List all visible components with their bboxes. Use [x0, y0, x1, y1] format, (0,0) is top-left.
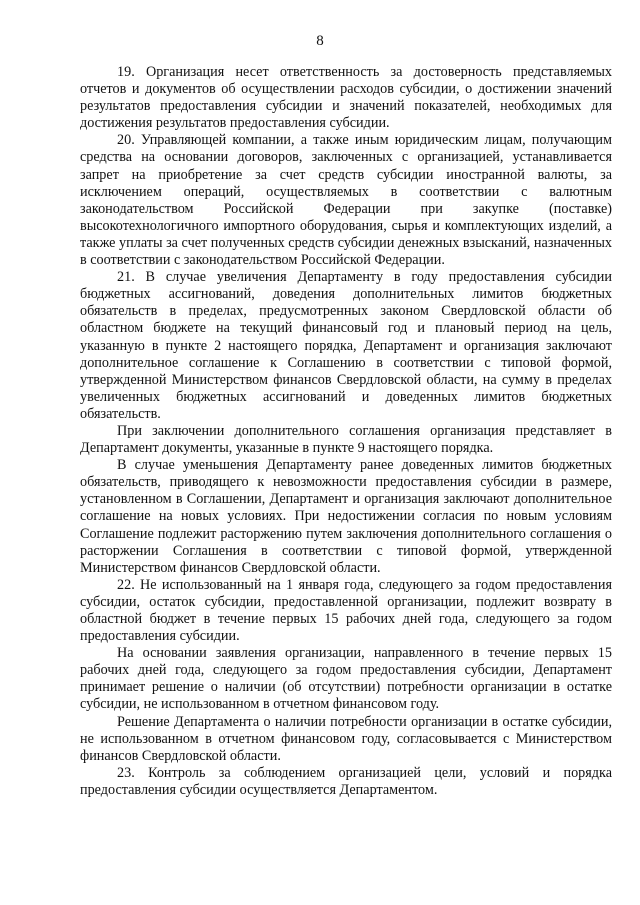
paragraph-22-application: На основании заявления организации, направленного в течение первых 15 рабочих дней года, следующего за годом предоставления субсидии, Департамент принимает решение о наличии (об отсутствии) потребности организации в остатке субсидии, не использованном в отчетном финансовом году. [80, 645, 612, 713]
paragraph-22-decision: Решение Департамента о наличии потребности организации в остатке субсидии, не использованном в отчетном финансовом году, согласовывается с Министерством финансов Свердловской области. [80, 713, 612, 764]
paragraph-23: 23. Контроль за соблюдением организацией цели, условий и порядка предоставления субсидии осуществляется Департаментом. [80, 764, 612, 798]
page-number: 8 [316, 33, 324, 49]
paragraph-20: 20. Управляющей компании, а также иным юридическим лицам, получающим средства на основании договоров, заключенных с организацией, устанавливается запрет на приобретение за счет средств субсидии иностранной валюты, за исключением операций, осуществляемых в соответствии с валютным законодательством Российской Федерации при закупке (поставке) высокотехнологичного импортного оборудования, сырья и комплектующих изделий, а также уплаты за счет полученных средств субсидии денежных взысканий, назначенных в соответствии с законодательством Российской Федерации. [80, 132, 612, 269]
paragraph-21: 21. В случае увеличения Департаменту в году предоставления субсидии бюджетных ассигнований, доведения дополнительных лимитов бюджетных обязательств в пределах, предусмотренных законом Свердловской области об областном бюджете на текущий финансовый год и плановый период на цель, указанную в пункте 2 настоящего порядка, Департамент и организация заключают дополнительное соглашение к Соглашению в соответствии с типовой формой, утвержденной Министерством финансов Свердловской области, на сумму в пределах увеличенных бюджетных ассигнований и доведенных лимитов бюджетных обязательств. [80, 269, 612, 422]
paragraph-22: 22. Не использованный на 1 января года, следующего за годом предоставления субсидии, остаток субсидии, предоставленной организации, подлежит возврату в областной бюджет в течение первых 15 рабочих дней года, следующего за годом предоставления субсидии. [80, 576, 612, 645]
paragraph-21-additional-agreement: При заключении дополнительного соглашения организация представляет в Департамент документы, указанные в пункте 9 настоящего порядка. [80, 422, 612, 457]
paragraph-21-reduction: В случае уменьшения Департаменту ранее доведенных лимитов бюджетных обязательств, приводящего к невозможности предоставления субсидии в размере, установленном в Соглашении, Департамент и организация заключают дополнительное соглашение на новых условиях. При недостижении согласия по новым условиям Соглашение подлежит расторжению путем заключения дополнительного соглашения о расторжении Соглашения в соответствии с типовой формой, утвержденной Министерством финансов Свердловской области. [80, 457, 612, 576]
document-body [80, 64, 612, 799]
paragraph-19: 19. Организация несет ответственность за достоверность представляемых отчетов и документов об осуществлении расходов субсидии, о достижении значений результатов предоставления субсидии и значений показателей, необходимых для достижения результатов предоставления субсидии. [80, 64, 612, 132]
